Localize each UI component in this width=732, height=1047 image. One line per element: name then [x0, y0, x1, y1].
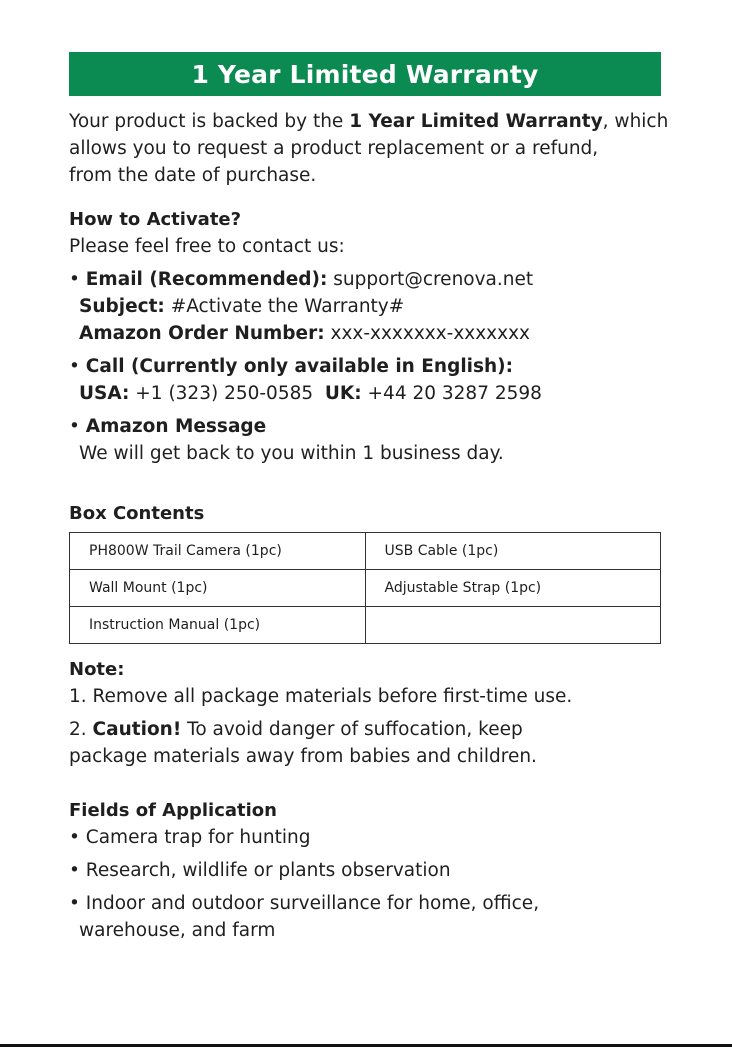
intro-line: from the date of purchase. [69, 165, 317, 186]
bullet: • [69, 269, 86, 290]
amazon-label: Amazon Message [85, 416, 267, 437]
activate-heading: How to Activate? [69, 209, 242, 230]
amazon-text: We will get back to you within 1 business day. [79, 443, 504, 464]
phone-line [69, 380, 661, 407]
table-cell: Adjustable Strap (1pc) [365, 570, 661, 607]
box-contents-table [69, 532, 661, 644]
subject-label: Subject: [79, 296, 165, 317]
table-cell: Wall Mount (1pc) [70, 570, 366, 607]
order-number-label: Amazon Order Number: [79, 323, 325, 344]
email-address: support@crenova.net [327, 269, 534, 290]
table-cell [365, 607, 661, 644]
uk-phone: +44 20 3287 2598 [361, 383, 542, 404]
table-row [70, 607, 661, 644]
email-line [69, 266, 661, 293]
note-item [69, 716, 661, 743]
bullet: • [69, 416, 86, 437]
list-item: • Camera trap for hunting [69, 827, 311, 848]
table-row [70, 570, 661, 607]
note-item-continued: package materials away from babies and children. [69, 746, 537, 767]
caution-label: Caution! [92, 719, 182, 740]
intro-text: , which [602, 111, 669, 132]
usa-phone: +1 (323) 250-0585 [129, 383, 325, 404]
fields-section [69, 797, 661, 944]
note-number: 2. [69, 719, 93, 740]
call-line [69, 353, 661, 380]
table-cell: Instruction Manual (1pc) [70, 607, 366, 644]
call-contact [69, 353, 661, 407]
intro-line: allows you to request a product replacement or a refund, [69, 138, 599, 159]
page-title: 1 Year Limited Warranty [191, 59, 539, 89]
uk-label: UK: [324, 383, 362, 404]
table-row [70, 533, 661, 570]
subject-value: #Activate the Warranty# [164, 296, 405, 317]
list-item-continued: warehouse, and farm [79, 920, 276, 941]
box-contents-heading: Box Contents [69, 503, 205, 524]
warranty-page [69, 52, 669, 944]
title-banner [69, 52, 661, 96]
activate-subheading: Please feel free to contact us: [69, 236, 345, 257]
table-cell: USB Cable (1pc) [365, 533, 661, 570]
intro-paragraph [69, 108, 669, 189]
activate-section [69, 206, 661, 467]
caution-text: To avoid danger of suffocation, keep [181, 719, 523, 740]
note-section [69, 656, 661, 770]
box-contents-section [69, 500, 661, 644]
fields-heading: Fields of Application [69, 800, 277, 821]
bullet: • [69, 356, 86, 377]
order-number-value: xxx-xxxxxxx-xxxxxxx [324, 323, 530, 344]
table-cell: PH800W Trail Camera (1pc) [70, 533, 366, 570]
usa-label: USA: [79, 383, 130, 404]
intro-text: Your product is backed by the [69, 111, 350, 132]
list-item: • Research, wildlife or plants observation [69, 860, 451, 881]
order-number-line [69, 320, 661, 347]
subject-line [69, 293, 661, 320]
list-item: • Indoor and outdoor surveillance for home, office, [69, 893, 540, 914]
note-heading: Note: [69, 659, 125, 680]
intro-line [69, 108, 669, 135]
call-label: Call (Currently only available in English): [85, 356, 514, 377]
amazon-line [69, 413, 661, 440]
note-item: 1. Remove all package materials before first-time use. [69, 686, 573, 707]
warranty-name: 1 Year Limited Warranty [349, 111, 603, 132]
email-contact [69, 266, 661, 347]
amazon-contact [69, 413, 661, 467]
email-label: Email (Recommended): [85, 269, 328, 290]
